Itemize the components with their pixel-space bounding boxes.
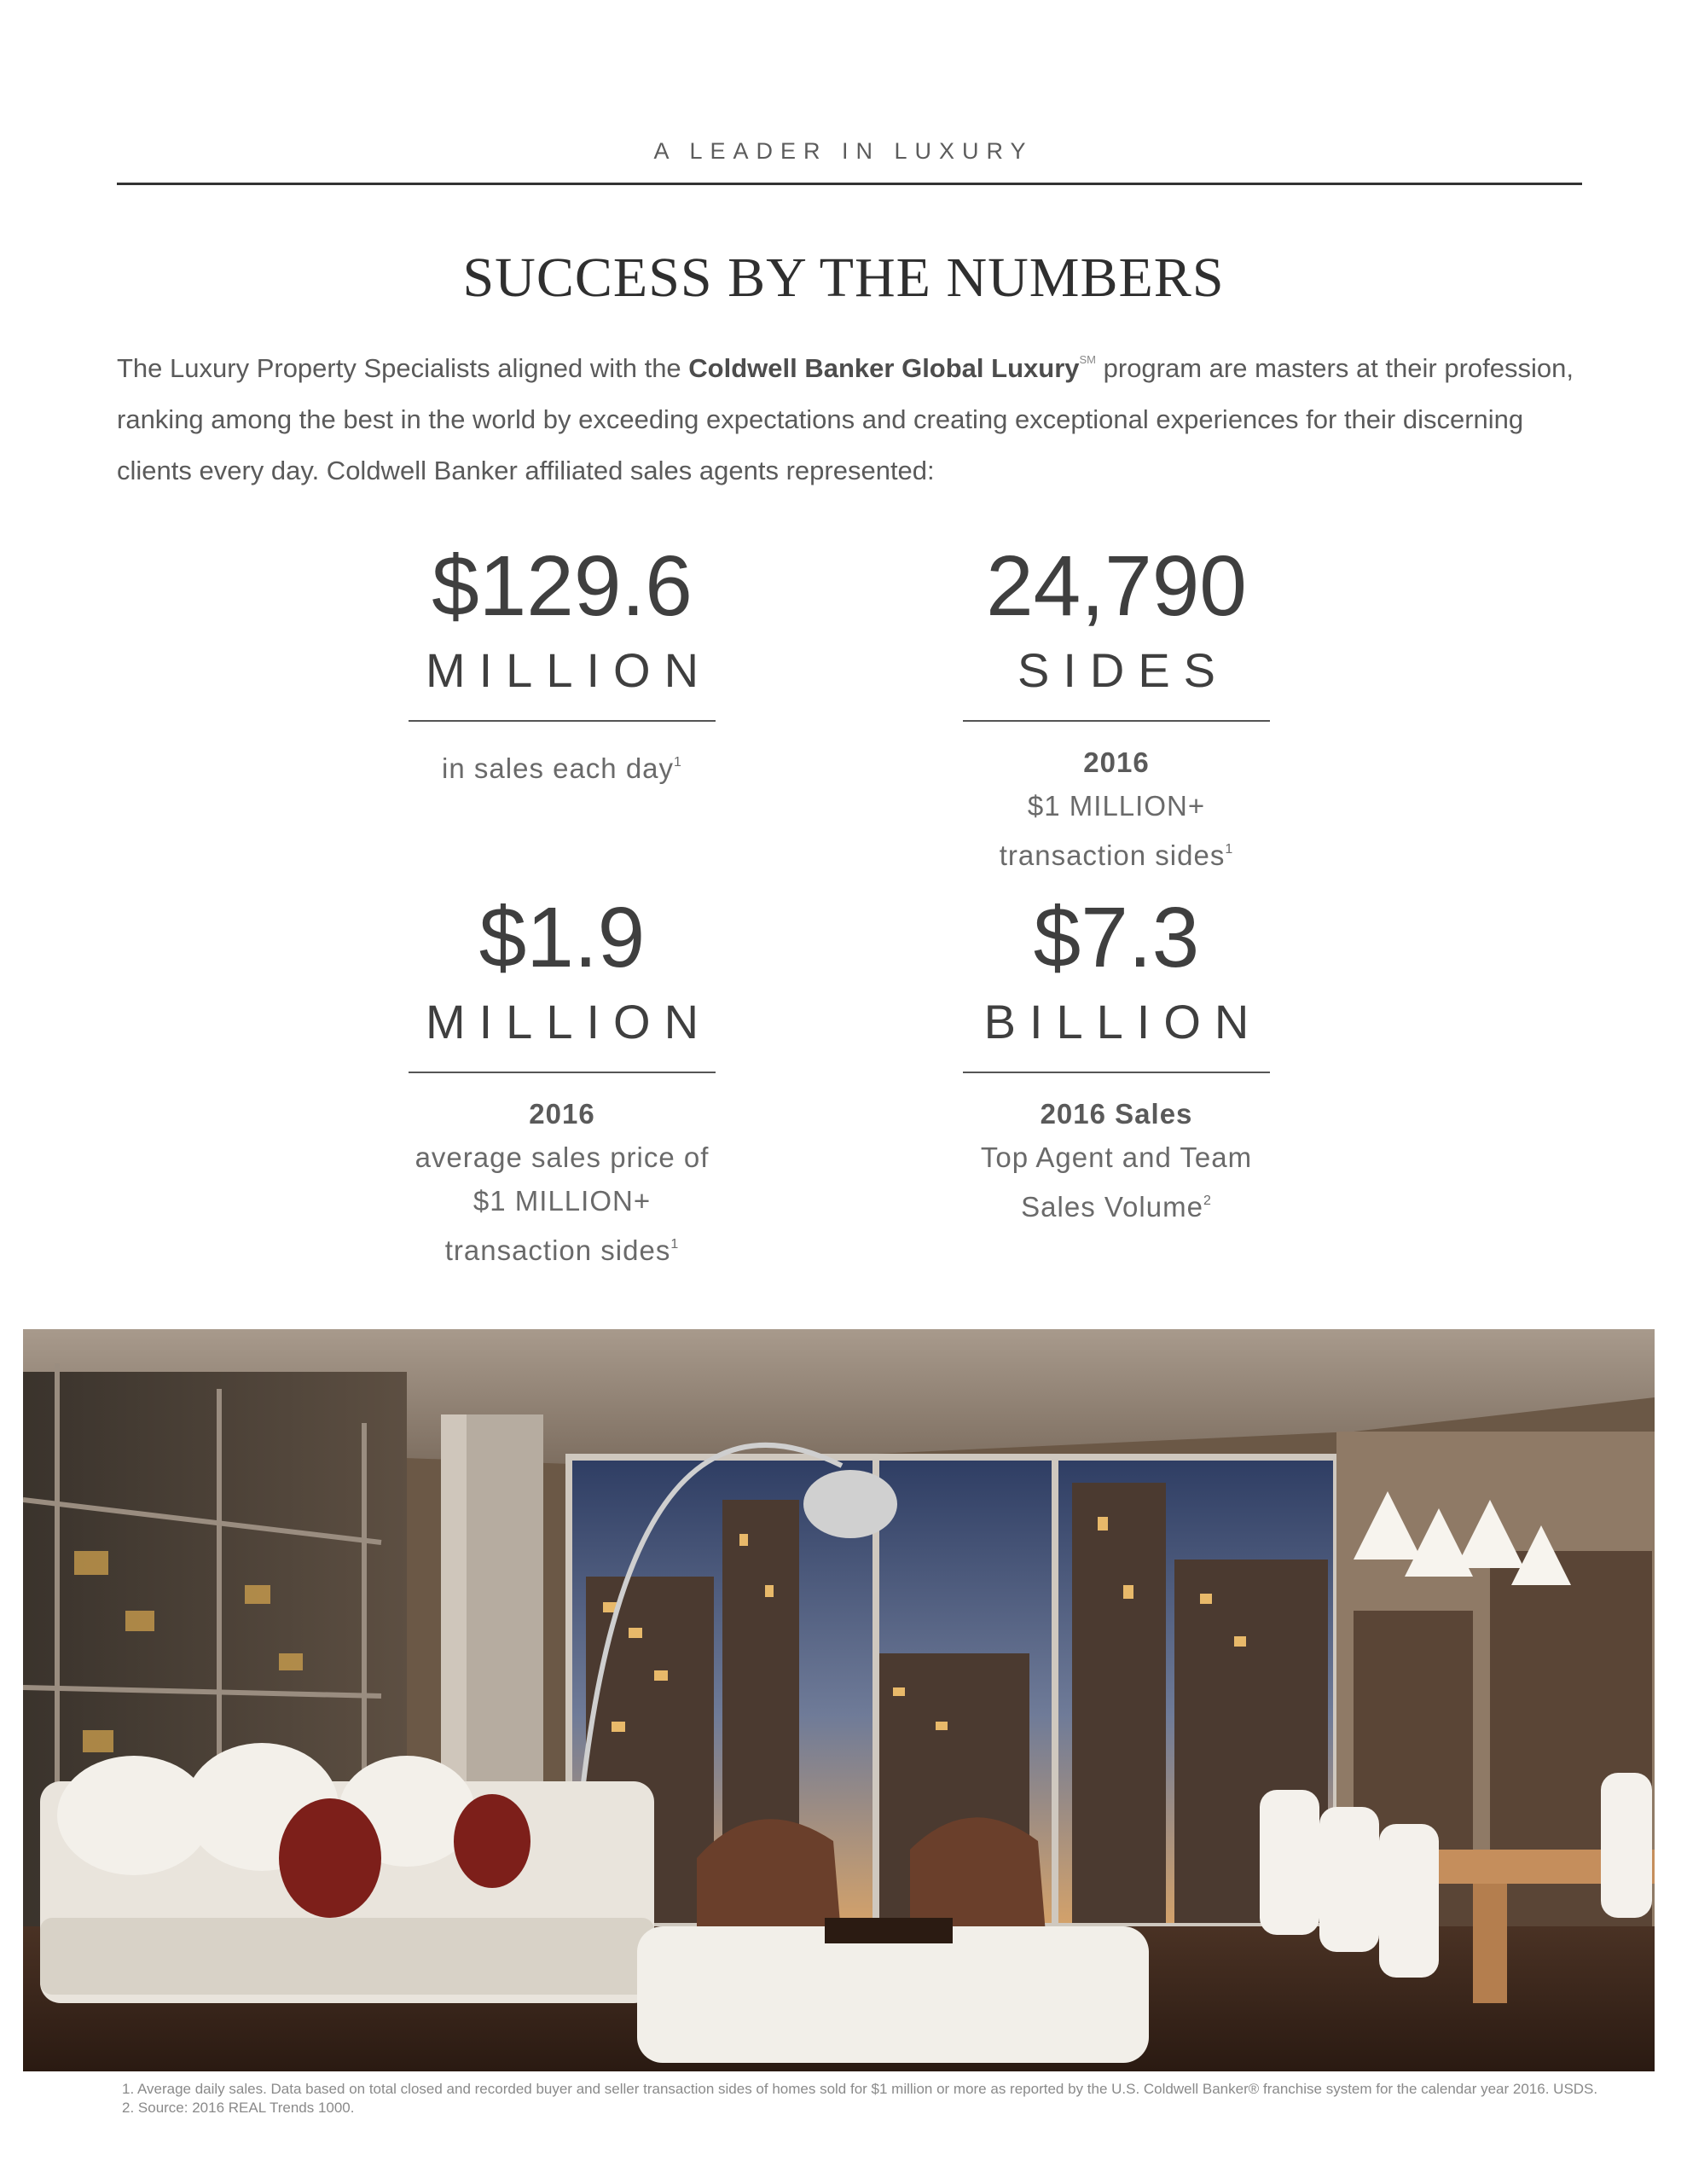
stat-transaction-sides [912,539,1321,877]
footnote-ref: 2 [1203,1194,1212,1208]
intro-paragraph [117,334,1584,497]
stat-divider [963,720,1270,722]
stat-desc-line: in sales each day [442,752,675,784]
stat-value: 24,790 [986,538,1247,634]
stat-desc-line: Top Agent and Team [980,1141,1253,1173]
stat-description [357,741,767,790]
page-title: SUCCESS BY THE NUMBERS [462,247,1225,309]
stat-divider [963,1072,1270,1073]
footnote-2: 2. Source: 2016 REAL Trends 1000. [122,2100,355,2116]
stat-description [912,1092,1321,1228]
stat-year: 2016 Sales [1040,1098,1193,1130]
header-divider [117,183,1582,185]
stat-divider [409,720,716,722]
stat-desc-line: transaction sides [999,839,1226,871]
stat-year: 2016 [529,1098,595,1130]
stat-desc-line: transaction sides [444,1234,671,1266]
brand-name: Coldwell Banker Global Luxury [688,353,1080,383]
stat-unit: MILLION [425,643,713,697]
footnote-1: 1. Average daily sales. Data based on total closed and recorded buyer and seller transaction sides of homes sold for $1 million or more as reported by the U.S. Coldwell Banker® franchise system for the calendar year 2016. USDS. [122,2081,1598,2097]
stat-daily-sales [357,539,767,790]
living-room-photo [23,1329,1655,2071]
footnotes [122,2080,1623,2117]
footnote-ref: 1 [670,1237,680,1252]
stat-desc-line: Sales Volume [1021,1191,1203,1223]
eyebrow-label: A LEADER IN LUXURY [653,138,1034,164]
stat-description [357,1092,767,1272]
stat-sales-volume [912,891,1321,1228]
intro-text-end: program are masters at their profession, ranking among the best in the world by exceeding expectations and creating exceptional experiences for their discerning clients every day. Coldwell Banker affiliated sales agents represented: [117,353,1574,485]
stat-divider [409,1072,716,1073]
footnote-ref: 1 [674,755,682,770]
stat-desc-line: $1 MILLION+ [1027,790,1206,822]
stat-description [912,741,1321,877]
stat-unit: BILLION [983,995,1263,1048]
stat-desc-line: average sales price of [415,1141,710,1173]
stat-unit: MILLION [425,995,713,1048]
stat-value: $1.9 [478,890,646,985]
intro-text-start: The Luxury Property Specialists aligned with the [117,353,689,383]
stat-value: $129.6 [432,538,693,634]
stat-value: $7.3 [1033,890,1200,985]
service-mark: SM [1079,353,1097,366]
stat-desc-line: $1 MILLION+ [472,1185,652,1217]
stat-year: 2016 [1083,746,1150,778]
stat-unit: SIDES [1017,643,1230,697]
footnote-ref: 1 [1225,842,1234,857]
stat-average-price [357,891,767,1272]
